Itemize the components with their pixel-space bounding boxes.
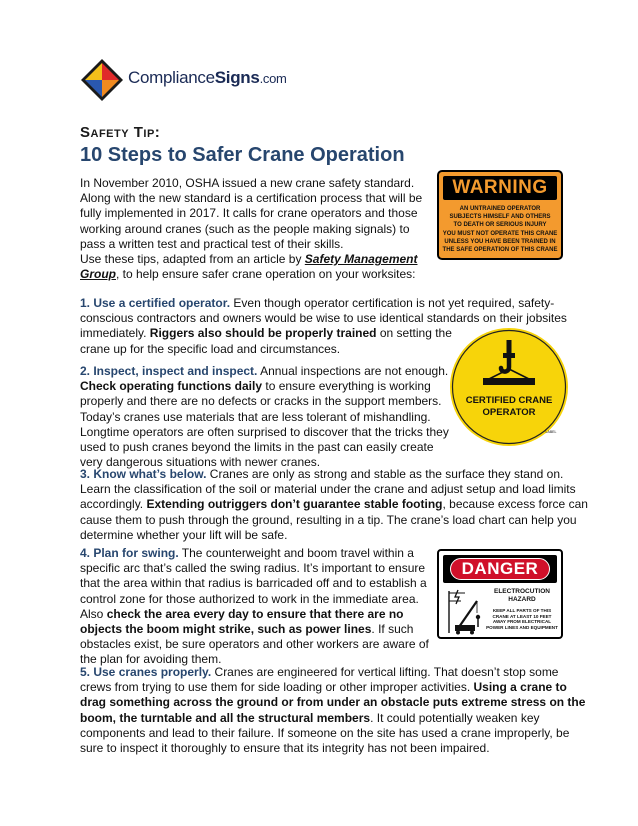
intro-line: In November 2010, OSHA issued a new crane safety standard. bbox=[80, 176, 415, 190]
tip-1-heading: 1. Use a certified operator. bbox=[80, 296, 231, 310]
safety-management-group-link[interactable]: Safety Management bbox=[304, 252, 418, 266]
tip-2-heading: 2. Inspect, inspect and inspect. bbox=[80, 364, 258, 378]
crane-sign-small-label: LABEL bbox=[545, 430, 557, 434]
logo-wordmark: ComplianceSigns.com bbox=[128, 68, 287, 87]
intro-line: Along with the new standard is a certification process that will be bbox=[80, 191, 423, 206]
tip-5-heading: 5. Use cranes properly. bbox=[80, 665, 212, 679]
tip-4-heading: 4. Plan for swing. bbox=[80, 546, 179, 560]
safety-management-group-link-2[interactable]: Group bbox=[80, 267, 116, 282]
warning-sign-image bbox=[437, 170, 563, 260]
electrocution-crane-icon bbox=[445, 587, 483, 635]
diamond-logo-icon bbox=[80, 58, 124, 102]
tip-5-paragraph: 5. Use cranes properly. Cranes are engineered for vertical lifting. That doesn’t stop some crews from trying to use them for side loading or other improper activities. Using a crane to drag something across the ground or from under an obstacle puts extreme stress on the boom, the turntable and all the structural members. It could potentially weaken key components and lead to their failure. If someone on the site has used a crane improperly, be sure to inspect it thoroughly to ensure that its integrity has not been impaired. bbox=[80, 665, 586, 756]
intro-line: working around cranes (such as the people making signals) to bbox=[80, 221, 410, 236]
crane-sign-line-2: OPERATOR bbox=[482, 407, 536, 418]
danger-sign-image bbox=[437, 549, 563, 639]
warning-sign-header: WARNING bbox=[443, 176, 557, 200]
safety-tip-kicker: Safety Tip: bbox=[80, 124, 161, 141]
crane-sign-line-1: CERTIFIED CRANE bbox=[465, 395, 553, 406]
tip-3-heading: 3. Know what’s below. bbox=[80, 467, 207, 481]
intro-line: fully implemented in 2017. It calls for crane operators and those bbox=[80, 206, 418, 221]
danger-sign-header: DANGER bbox=[450, 558, 550, 580]
warning-sign-text: AN UNTRAINED OPERATOR SUBJECTS HIMSELF AND OTHERS TO DEATH OR SERIOUS INJURY YOU MUST NOT OPERATE THIS CRANE UNLESS YOU HAVE BEEN TRAINED IN THE SAFE OPERATION OF THIS CRANE bbox=[442, 206, 558, 254]
tip-3-paragraph: 3. Know what’s below. Cranes are only as strong and stable as the surface they stand on. Learn the classification of the soil or material under the crane and adjust setup and load limits accordingly. Extending outriggers don’t guarantee stable footing, because excess force can cause them to push through the ground, resulting in a tip. The crane’s load chart can help you determine whether your lift will be safe. bbox=[80, 467, 588, 542]
intro-line: pass a written test and practical test of their skills. bbox=[80, 236, 344, 251]
danger-sign-title: ELECTROCUTION HAZARD bbox=[494, 588, 550, 603]
danger-sign-header-bar bbox=[443, 555, 557, 583]
compliancesigns-logo bbox=[80, 56, 290, 108]
danger-sign-text: KEEP ALL PARTS OF THIS CRANE AT LEAST 10 FEET AWAY FROM ELECTRICAL POWER LINES AND EQUIPMENT bbox=[486, 608, 558, 630]
tip-1-paragraph: 1. Use a certified operator. Even though operator certification is not yet required, safety- conscious contractors and owners would be wise to use identical standards on their jobsites immediately. Riggers also should be properly trained on setting the crane up for the specific load and circumstances. bbox=[80, 296, 567, 356]
adapted-paragraph: Use these tips, adapted from an article by Safety Management Group, to help ensure safer crane operation on your worksites: bbox=[80, 252, 418, 282]
tip-4-paragraph: 4. Plan for swing. The counterweight and boom travel within a specific arc that’s called the swing radius. It’s important to ensure that the area within that radius is barricaded off and to establish a control zone for those authorized to work in the immediate area. Also check the area every day to ensure that there are no objects the boom might strike, such as power lines. If such obstacles exist, be sure operators and other workers are aware of the plan for avoiding them. bbox=[80, 546, 429, 667]
page-title: 10 Steps to Safer Crane Operation bbox=[80, 144, 405, 166]
certified-crane-operator-sign bbox=[449, 327, 569, 447]
intro-paragraph bbox=[80, 176, 422, 252]
tip-2-paragraph: 2. Inspect, inspect and inspect. Annual inspections are not enough. Check operating functions daily to ensure everything is working properly and there are no defects or cracks in the support members. Today’s cranes use materials that are less tolerant of mishandling. Longtime operators are often surprised to discover that the tricks they used to push cranes beyond the limits in the past can easily create very dangerous situations with newer cranes. bbox=[80, 364, 449, 470]
